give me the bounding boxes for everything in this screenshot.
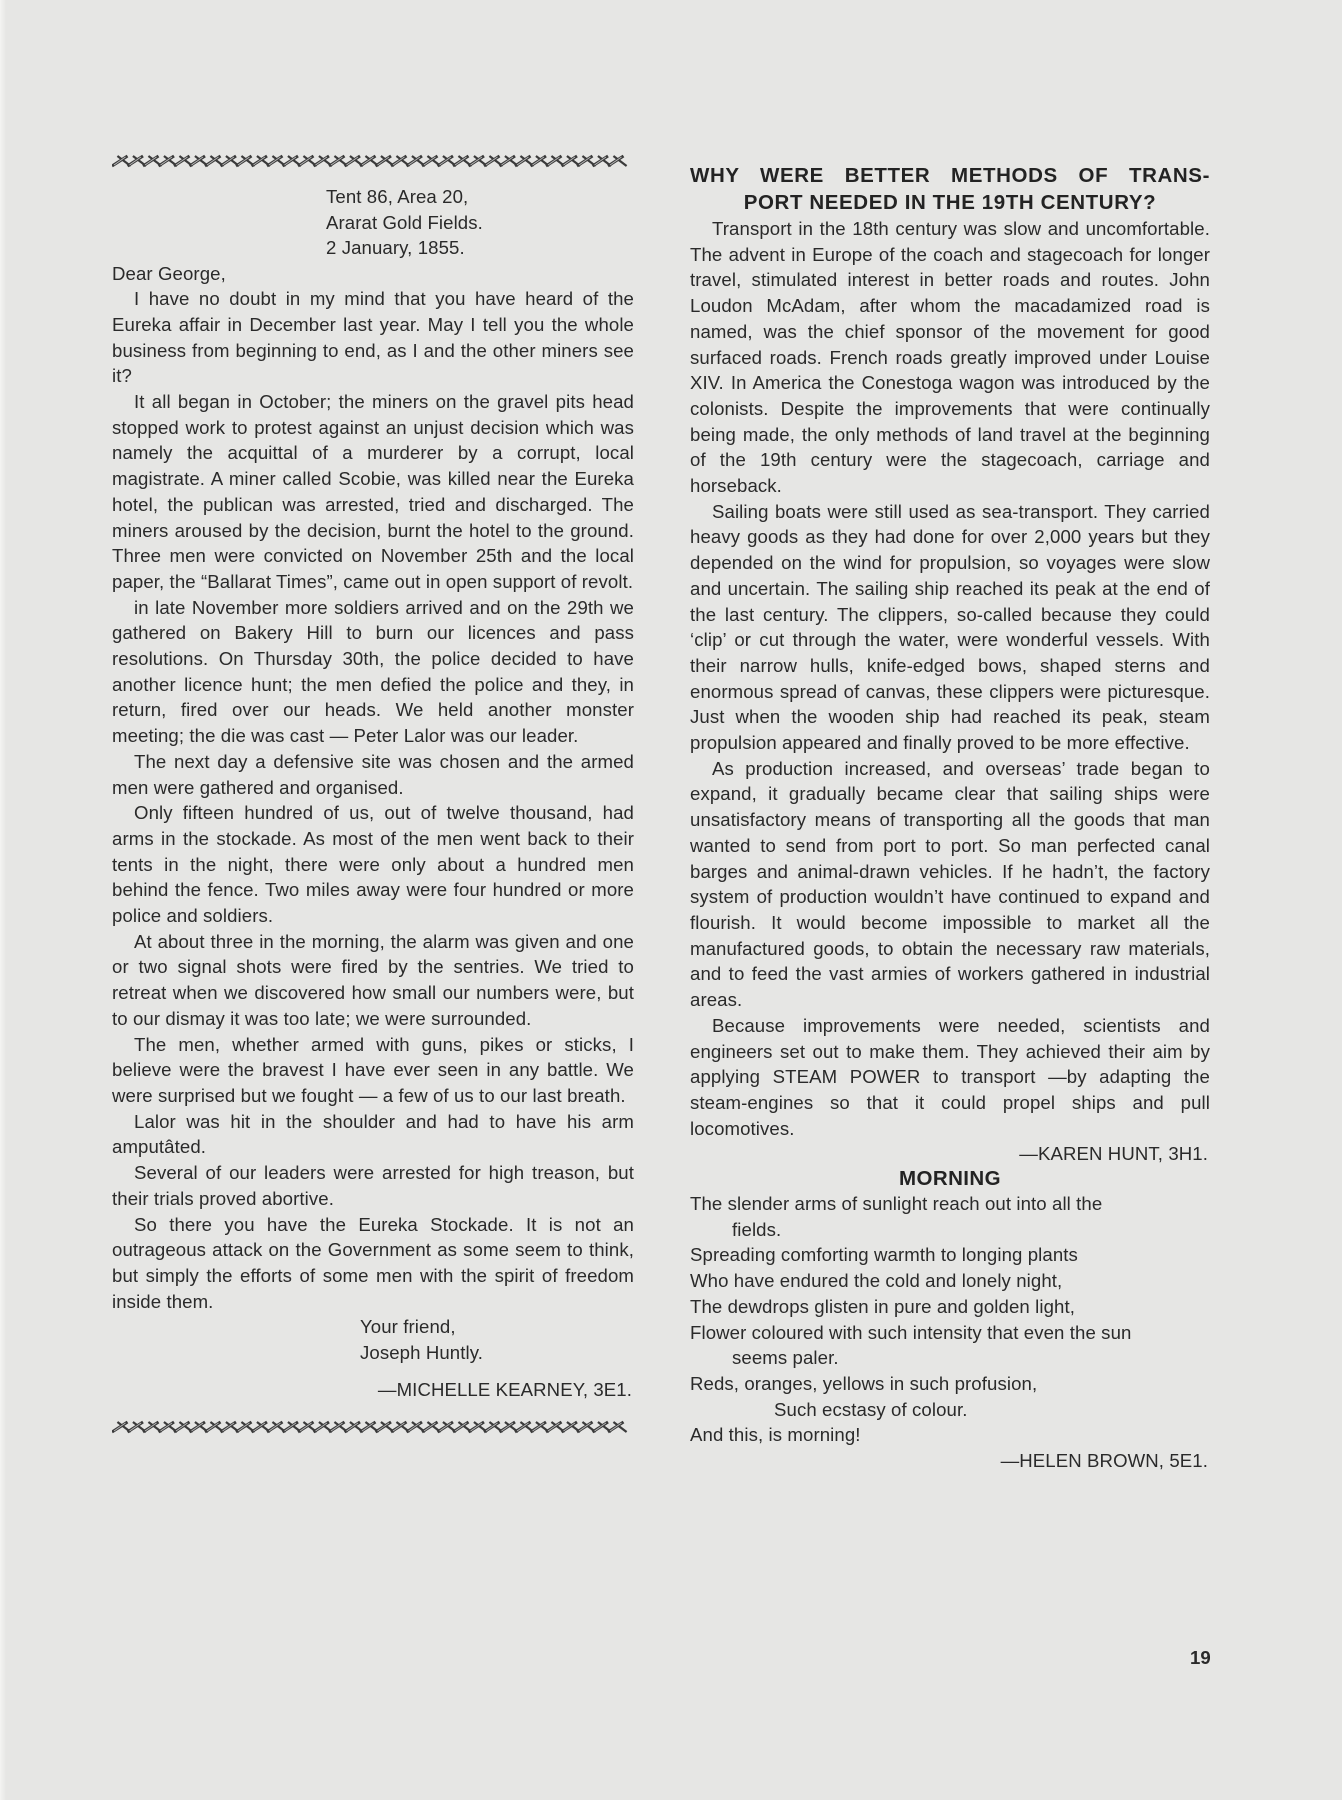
letter-paragraph: in late November more soldiers arrived and on the 29th we gathered on Bakery Hill to burn our licences and pass resolutions. On Thursday 30th, the police decided to have another licence hunt; the men defied the police and they, in return, fired over our heads. We held another monster meeting; the die was cast — Peter Lalor was our leader. bbox=[112, 596, 634, 747]
article-heading-line1: WHY WERE BETTER METHODS OF TRANS- bbox=[690, 164, 1210, 187]
article-heading bbox=[690, 162, 1210, 216]
article-paragraph: Because improvements were needed, scientists and engineers set out to make them. They achieved their aim by applying STEAM POWER to transport —by adapting the steam-engines so that it could propel ships and pull locomotives. bbox=[690, 1014, 1210, 1139]
letter-closing: Your friend, bbox=[360, 1316, 456, 1338]
article-paragraph: Sailing boats were still used as sea-transport. They carried heavy goods as they had done for over 2,000 years but they depended on the wind for propulsion, so voyages were slow and uncertain. The sailing ship reached its peak at the end of the last century. The clippers, so-called because they could ‘clip’ or cut through the water, were wonderful vessels. With their narrow hulls, knife-edged bows, shaped sterns and enormous spread of canvas, these clippers were picturesque. Just when the wooden ship had reached its peak, steam propulsion appeared and finally proved to be more effective. bbox=[690, 500, 1210, 754]
letter-paragraph: The next day a defensive site was chosen and the armed men were gathered and organised. bbox=[112, 750, 634, 798]
letter-paragraph: Lalor was hit in the shoulder and had to have his arm amputâted. bbox=[112, 1110, 634, 1158]
poem-line: Reds, oranges, yellows in such profusion, bbox=[690, 1372, 1038, 1394]
letter-column bbox=[112, 150, 634, 1438]
braid-svg bbox=[112, 1416, 634, 1438]
braid-svg bbox=[112, 150, 636, 172]
letter-paragraph: So there you have the Eureka Stockade. It is not an outrageous attack on the Government as some seem to think, but simply the efforts of some men with the spirit of freedom inside them. bbox=[112, 1213, 634, 1312]
poem-body bbox=[690, 1191, 1210, 1448]
poem-line: The slender arms of sunlight reach out into all the bbox=[690, 1193, 1103, 1215]
poem-byline: —HELEN BROWN, 5E1. bbox=[1000, 1450, 1208, 1472]
poem-line: fields. bbox=[732, 1218, 782, 1240]
page-number: 19 bbox=[1190, 1647, 1211, 1668]
poem-line: The dewdrops glisten in pure and golden light, bbox=[690, 1295, 1075, 1317]
letter-salutation: Dear George, bbox=[112, 262, 226, 284]
poem-line: Such ecstasy of colour. bbox=[774, 1398, 968, 1420]
poem-line: Flower coloured with such intensity that even the sun bbox=[690, 1321, 1132, 1343]
letter-paragraph: I have no doubt in my mind that you have heard of the Eureka affair in December last year. May I tell you the whole business from beginning to end, as I and the other miners see it? bbox=[112, 288, 634, 387]
letter-paragraph: At about three in the morning, the alarm was given and one or two signal shots were fired by the sentries. We tried to retreat when we discovered how small our numbers were, but to our dismay it was too late; we were surrounded. bbox=[112, 930, 634, 1029]
letter-paragraph: The men, whether armed with guns, pikes or sticks, I believe were the bravest I have ever seen in any battle. We were surprised but we fought — a few of us to our last breath. bbox=[112, 1033, 634, 1106]
braided-border-top-icon bbox=[112, 150, 636, 172]
poem-line: Who have endured the cold and lonely night, bbox=[690, 1270, 1063, 1292]
article-paragraph: Transport in the 18th century was slow and uncomfortable. The advent in Europe of the coach and stagecoach for longer travel, stimulated interest in better roads and routes. John Loudon McAdam, after whom the macadamized road is named, was the chief sponsor of the movement for good surfaced roads. French roads greatly improved under Louise XIV. In America the Conestoga wagon was introduced by the colonists. Despite the improvements that were continually being made, the only methods of land travel at the beginning of the 19th century were the stagecoach, carriage and horseback. bbox=[690, 218, 1210, 497]
article-column bbox=[690, 162, 1210, 1474]
address-line: Tent 86, Area 20, bbox=[326, 186, 469, 207]
poem-line: Spreading comforting warmth to longing plants bbox=[690, 1244, 1078, 1266]
article-paragraph: As production increased, and overseas’ trade began to expand, it gradually became clear that sailing ships were unsatisfactory means of transporting all the goods that man wanted to send from port to port. So man perfected canal barges and animal-drawn vehicles. If he hadn’t, the factory system of production wouldn’t have continued to expand and flourish. It would become impossible to market all the manufactured goods, to obtain the necessary raw materials, and to feed the vast armies of workers gathered in industrial areas. bbox=[690, 757, 1210, 1011]
article-byline: —KAREN HUNT, 3H1. bbox=[1019, 1143, 1208, 1165]
address-line: 2 January, 1855. bbox=[326, 237, 465, 258]
letter-paragraph: Only fifteen hundred of us, out of twelve thousand, had arms in the stockade. As most of the men went back to their tents in the night, there were only about a hundred men behind the fence. Two miles away were four hundred or more police and soldiers. bbox=[112, 802, 634, 927]
letter-signature: Joseph Huntly. bbox=[360, 1342, 484, 1364]
poem-title: MORNING bbox=[899, 1167, 1001, 1191]
address-line: Ararat Gold Fields. bbox=[326, 211, 483, 233]
page-edge bbox=[0, 0, 6, 1800]
letter-paragraph: It all began in October; the miners on the gravel pits head stopped work to protest against an unjust decision which was namely the acquittal of a murderer by a corrupt, local magistrate. A miner called Scobie, was killed near the Eureka hotel, the publican was arrested, tried and discharged. The miners aroused by the decision, burnt the hotel to the ground. Three men were convicted on November 25th and the local paper, the “Ballarat Times”, came out in open support of revolt. bbox=[112, 391, 634, 592]
article-heading-line2: PORT NEEDED IN THE 19TH CENTURY? bbox=[743, 191, 1157, 214]
letter-paragraph: Several of our leaders were arrested for high treason, but their trials proved abortive. bbox=[112, 1162, 634, 1209]
letter-address bbox=[326, 184, 634, 261]
poem-line: And this, is morning! bbox=[690, 1424, 861, 1446]
letter-byline: —MICHELLE KEARNEY, 3E1. bbox=[377, 1378, 632, 1400]
poem-line: seems paler. bbox=[732, 1347, 839, 1369]
braided-border-bottom-icon bbox=[112, 1416, 634, 1438]
